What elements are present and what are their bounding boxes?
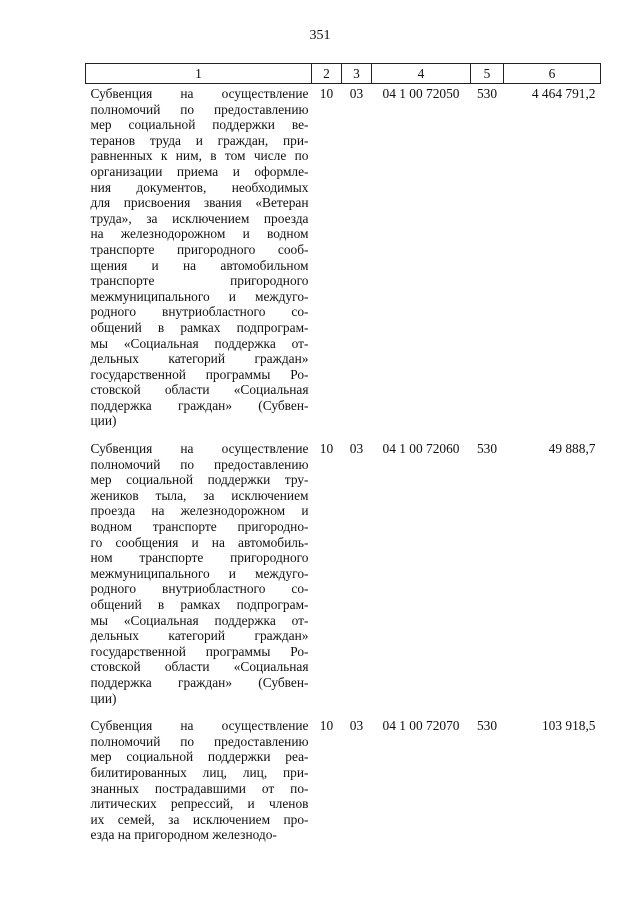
table-row — [86, 716, 601, 853]
description-line: на железнодорожном и водном — [90, 226, 309, 242]
description-line: труда», за исключением проезда — [90, 210, 309, 226]
target-article-code: 04 1 00 72060 — [382, 441, 460, 457]
column-header: 5 — [471, 64, 504, 84]
description-line: мер социальной поддержки тру- — [90, 472, 309, 488]
column-header: 3 — [342, 64, 372, 84]
description-line: родного внутриобластного со- — [90, 304, 309, 320]
row-description — [86, 84, 312, 440]
section-code: 10 — [319, 441, 334, 457]
target-article-code: 04 1 00 72050 — [382, 86, 460, 101]
description-line: полномочий по предоставлению — [90, 733, 309, 749]
column-header: 6 — [504, 64, 601, 84]
description-line: мер социальной поддержки ве- — [90, 117, 309, 133]
description-line: их семей, за исключением про- — [90, 811, 309, 827]
budget-table — [85, 63, 601, 853]
description-line: знанных пострадавшими от по- — [90, 780, 309, 796]
description-line: поддержка граждан» (Субвен- — [90, 397, 309, 413]
description-line: проезда на железнодорожном и — [90, 503, 309, 519]
amount-value: 49 888,7 — [548, 441, 596, 457]
description-line: для присвоения звания «Ветеран — [90, 195, 309, 211]
description-line: водном транспорте пригородно- — [90, 519, 309, 535]
description-line: дельных категорий граждан» — [90, 628, 309, 644]
description-line: мер социальной поддержки реа- — [90, 749, 309, 765]
expense-type-code: 530 — [476, 718, 498, 734]
description-line: организации приема и оформле- — [90, 163, 309, 179]
description-line: транспорте пригородного сооб- — [90, 241, 309, 257]
row-description — [86, 439, 312, 716]
target-article-code: 04 1 00 72070 — [382, 718, 460, 734]
description-line: транспорте пригородного — [90, 273, 309, 289]
amount-value: 103 918,5 — [541, 718, 596, 734]
subsection-code: 03 — [349, 86, 364, 101]
description-line: жеников тыла, за исключением — [90, 487, 309, 503]
description-line: мы «Социальная поддержка от- — [90, 612, 309, 628]
table-row — [86, 439, 601, 716]
description-line: государственной программы Ро- — [90, 366, 309, 382]
description-line: равненных к ним, в том числе по — [90, 148, 309, 164]
description-line: ния документов, необходимых — [90, 179, 309, 195]
description-line: езда на пригородном железнодо- — [90, 827, 277, 843]
description-line: ном транспорте пригородного — [90, 550, 309, 566]
description-line: Субвенция на осуществление — [90, 718, 309, 734]
description-line: государственной программы Ро- — [90, 643, 309, 659]
description-line: межмуниципального и междуго- — [90, 565, 309, 581]
description-line: ции) — [90, 690, 117, 706]
expense-type-code: 530 — [476, 86, 498, 101]
description-line: стовской области «Социальная — [90, 382, 309, 398]
description-line: межмуниципального и междуго- — [90, 288, 309, 304]
description-line: щения и на автомобильном — [90, 257, 309, 273]
column-header: 2 — [312, 64, 342, 84]
description-line: полномочий по предоставлению — [90, 101, 309, 117]
subsection-code: 03 — [349, 718, 364, 734]
column-header: 4 — [372, 64, 471, 84]
table-row — [86, 84, 601, 440]
description-line: общений в рамках подпрограм- — [90, 597, 309, 612]
expense-type-code: 530 — [476, 441, 498, 457]
subsection-code: 03 — [349, 441, 364, 457]
description-line: поддержка граждан» (Субвен- — [90, 674, 309, 690]
description-line: общений в рамках подпрограм- — [90, 319, 309, 335]
description-line: Субвенция на осуществление — [90, 86, 309, 101]
description-line: родного внутриобластного со- — [90, 581, 309, 597]
description-line: стовской области «Социальная — [90, 659, 309, 675]
amount-value: 4 464 791,2 — [531, 86, 596, 101]
description-line: ции) — [90, 413, 117, 429]
description-line: теранов труда и граждан, при- — [90, 132, 309, 148]
description-line: полномочий по предоставлению — [90, 456, 309, 472]
page-number: 351 — [309, 28, 331, 43]
column-header: 1 — [86, 64, 312, 84]
description-line: мы «Социальная поддержка от- — [90, 335, 309, 351]
description-line: го сообщения и на автомобиль- — [90, 534, 309, 550]
description-line: дельных категорий граждан» — [90, 351, 309, 367]
table-header-row — [86, 64, 601, 84]
section-code: 10 — [319, 718, 334, 734]
description-line: литических репрессий, и членов — [90, 796, 309, 812]
description-line: Субвенция на осуществление — [90, 441, 309, 457]
table-body — [86, 84, 601, 853]
section-code: 10 — [319, 86, 334, 101]
row-description — [86, 716, 312, 853]
description-line: билитированных лиц, лиц, при- — [90, 764, 309, 780]
